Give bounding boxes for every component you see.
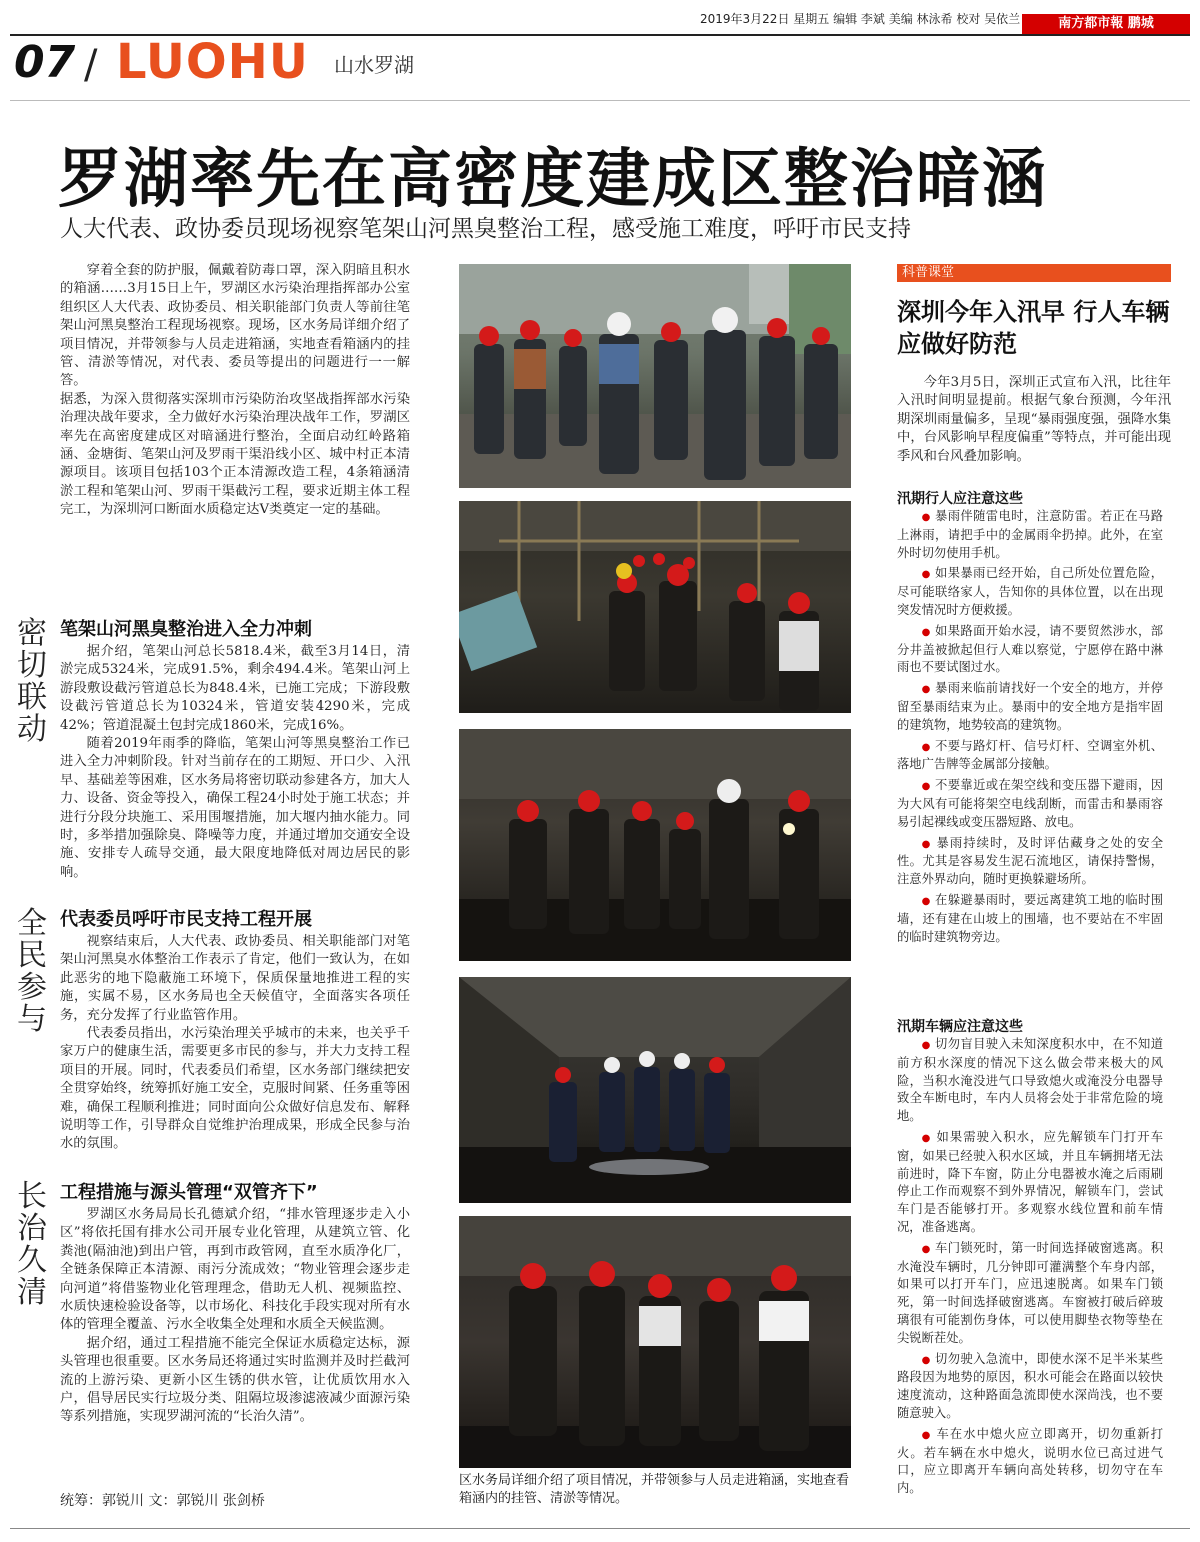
section-name: LUOHU: [116, 34, 309, 90]
date-line: 2019年3月22日 星期五 编辑 李斌 美编 林泳希 校对 吴依兰: [700, 12, 1021, 26]
list-item: [897, 777, 1163, 831]
section-title-2: 代表委员呼吁市民支持工程开展: [60, 909, 312, 930]
pedestrian-heading: 汛期行人应注意这些: [897, 491, 1023, 507]
header-rule: [10, 100, 1190, 101]
section-paragraph: 代表委员指出，水污染治理关乎城市的未来，也关乎千家万户的健康生活，需要更多市民的参与，并大力支持工程项目的开展。同时，代表委员们希望，区水务部门继续把安全贯穿始终，统筹抓好施工安全，克服时间紧、任务重等困难，确保工程顺利推进；同时面向公众做好信息发布、解释说明等工作，引导群众自觉维护治理成果，形成全民参与治水的氛围。: [60, 1026, 410, 1152]
section-paragraph: 据介绍，通过工程措施不能完全保证水质稳定达标，源头管理也很重要。区水务局还将通过实时监测并及时拦截河流的上游污染、更新小区生锈的供水管，让优质饮用水入户，倡导居民实行垃圾分类、阻隔垃圾渗滤液减少面源污染等系列措施，实现罗湖河流的“长治久清”。: [60, 1335, 410, 1425]
culvert-interior-photo-1: [459, 729, 851, 961]
bullet-icon: ●: [921, 1040, 931, 1051]
bullet-icon: ●: [921, 626, 931, 638]
tip-text: 不要与路灯杆、信号灯杆、空调室外机、落地广告牌等金属部分接触。: [897, 738, 1163, 772]
list-item: [897, 892, 1163, 946]
tip-text: 暴雨来临前请找好一个安全的地方，并停留至暴雨结束为止。暴雨中的安全地方是指牢固的建筑物，地势较高的建筑物。: [897, 681, 1163, 732]
list-item: [897, 623, 1163, 677]
sidebar-title: 深圳今年入汛早 行人车辆应做好防范: [897, 298, 1170, 358]
list-item: [897, 508, 1163, 562]
list-item: [897, 1351, 1163, 1423]
intro-paragraph: 据悉，为深入贯彻落实深圳市污染防治攻坚战指挥部水污染治理决战年要求，全力做好水污染治理决战年工作，罗湖区率先在高密度建成区对暗涵进行整治，全面启动红岭路箱涵、金塘街、笔架山河及罗雨干渠沿线小区、城中村正本清源项目。该项目包括103个正本清源改造工程，4条箱涵清淤工程和笔架山河、罗雨干渠截污工程，要求近期主体工程完工，为深圳河口断面水质稳定达V类奠定一定的基础。: [60, 391, 410, 518]
list-item: [897, 1240, 1163, 1348]
section-title-3: 工程措施与源头管理“双管齐下”: [60, 1182, 318, 1203]
section-paragraph: 随着2019年雨季的降临，笔架山河等黑臭整治工作已进入全力冲刺阶段。针对当前存在的工期短、开口少、入汛早、基础差等困难，区水务局将密切联动参建各方，加大人力、设备、资金等投入，确保工程24小时处于施工状态；并进行分段分块施工、采用围堰措施，加大堰内抽水能力。同时，多举措加强除臭、降噪等力度，并通过增加交通安全设施、安排专人疏导交通，最大限度地降低对周边居民的影响。: [60, 736, 410, 880]
section-paragraph: 罗湖区水务局局长孔德斌介绍，“排水管理逐步走入小区”将依托国有排水公司开展专业化管理，从建筑立管、化粪池(隔油池)到出户管，再到市政管网，直至水质净化厂，全链条保障正本清源、雨污分流成效；“物业管理会逐步走向河道”将借鉴物业化管理理念，借助无人机、视频监控、水质快速检验设备等，以市场化、科技化手段实现对所有水体的管理全覆盖、污水全收集全处理和水质全天候监测。: [60, 1207, 410, 1333]
section-paragraph: 视察结束后，人大代表、政协委员、相关职能部门对笔架山河黑臭水体整治工作表示了肯定，他们一致认为，在如此恶劣的地下隐蔽施工环境下，保质保量地推进工程的实施，实属不易，区水务局也全天候值守，全面落实各项任务，充分发挥了行业监管作用。: [60, 934, 410, 1023]
tip-text: 切勿盲目驶入未知深度积水中，在不知道前方积水深度的情况下这么做会带来极大的风险，当积水淹没进气口导致熄火或淹没分电器导致全车断电时，车内人员将会处于非常危险的境地。: [897, 1037, 1163, 1124]
photo-caption: 区水务局详细介绍了项目情况，并带领参与人员走进箱涵，实地查看箱涵内的挂管、清淤等情况。: [459, 1473, 850, 1506]
bullet-icon: ●: [921, 1429, 932, 1441]
sidebar-label: 科普课堂: [902, 265, 955, 280]
tip-text: 切勿驶入急流中，即使水深不足半米某些路段因为地势的原因，积水可能会在路面以较快速度流动，这种路面急流即使水深尚浅，也不要随意驶入。: [897, 1351, 1163, 1420]
culvert-interior-photo-2: [459, 977, 851, 1203]
intro-text: [60, 262, 410, 520]
list-item: [897, 1426, 1163, 1498]
section-subtitle: 山水罗湖: [334, 53, 414, 77]
side-label-1: 密切联动: [17, 616, 47, 747]
sidebar-intro: [897, 374, 1171, 466]
section-title-1: 笔架山河黑臭整治进入全力冲刺: [60, 619, 312, 640]
site-briefing-photo: [459, 264, 851, 488]
box-culvert-entrance-photo: [459, 501, 851, 713]
list-item: [897, 738, 1163, 775]
intro-paragraph: 穿着全套的防护服，佩戴着防毒口罩，深入阴暗且积水的箱涵……3月15日上午，罗湖区水污染治理指挥部办公室组织区人大代表、政协委员、相关职能部门负责人等前往笔架山河黑臭整治工程现场视察。现场，区水务局详细介绍了项目情况，并带领参与人员走进箱涵，实地查看箱涵内的挂管、清淤等情况，对代表、委员等提出的问题进行一一解答。: [60, 263, 410, 389]
side-label-3: 长治久清: [17, 1179, 47, 1310]
bullet-icon: ●: [921, 512, 931, 523]
list-item: [897, 1036, 1163, 1126]
section-body-1: [60, 643, 410, 882]
vehicle-heading: 汛期车辆应注意这些: [897, 1019, 1023, 1035]
credits: 统筹：郭锐川 文：郭锐川 张剑桥: [60, 1493, 265, 1509]
sidebar-intro-paragraph: 今年3月5日，深圳正式宣布入汛，比往年入汛时间明显提前。根据气象台预测，今年汛期深圳雨量偏多，呈现“暴雨强度强，强降水集中，台风影响早程度偏重”等特点，并可能出现季风和台风叠加影响。: [897, 375, 1171, 464]
bullet-icon: ●: [921, 1354, 931, 1366]
list-item: [897, 835, 1163, 889]
bullet-icon: ●: [921, 1132, 932, 1144]
tip-text: 如果暴雨已经开始，自己所处位置危险，尽可能联络家人，告知你的具体位置，以在出现突发情况时方便救援。: [897, 566, 1163, 617]
bullet-icon: ●: [921, 741, 931, 753]
tip-text: 暴雨伴随雷电时，注意防雷。若正在马路上淋雨，请把手中的金属雨伞扔掉。此外，在室外时切勿使用手机。: [897, 509, 1163, 560]
tip-text: 暴雨持续时，及时评估藏身之处的安全性。尤其是容易发生泥石流地区，请保持警惕，注意外界动向，随时更换躲避场所。: [897, 835, 1163, 887]
side-label-2: 全民参与: [17, 906, 47, 1037]
bullet-icon: ●: [921, 1243, 931, 1255]
bullet-icon: ●: [921, 781, 931, 793]
tip-text: 车在水中熄火应立即离开，切勿重新打火。若车辆在水中熄火，说明水位已高过进气口，应立即离开车辆向高处转移，切勿守在车内。: [897, 1426, 1163, 1496]
tip-text: 不要靠近或在架空线和变压器下避雨，因为大风有可能将架空电线刮断，而雷击和暴雨容易引起裸线或变压器短路、放电。: [897, 778, 1163, 829]
bottom-rule: [10, 1528, 1190, 1529]
bullet-icon: ●: [921, 569, 931, 581]
list-item: [897, 680, 1163, 734]
list-item: [897, 565, 1163, 619]
tip-text: 在躲避暴雨时，要远离建筑工地的临时围墙，还有建在山坡上的围墙，也不要站在不牢固的临时建筑物旁边。: [897, 892, 1163, 944]
section-paragraph: 据介绍，笔架山河总长5818.4米，截至3月14日，清淤完成5324米，完成91.5%，剩余494.4米。笔架山河上游段敷设截污管道总长为848.4米，已施工完成；下游段敷设截污管道总长为10324米，管道安装4290米，完成42%；管道混凝土包封完成1860米，完成16%。: [60, 644, 410, 733]
section-body-2: [60, 933, 410, 1154]
culvert-interior-photo-3: [459, 1216, 851, 1468]
pedestrian-tips-list: [897, 508, 1163, 949]
page-number: 07: [14, 37, 76, 88]
headline: 罗湖率先在高密度建成区整治暗涵: [58, 143, 1048, 217]
bullet-icon: ●: [921, 684, 931, 696]
newspaper-logo: 南方都市報 鹏城: [1022, 14, 1190, 34]
vehicle-tips-list: [897, 1036, 1163, 1501]
tip-text: 车门锁死时，第一时间选择破窗逃离。积水淹没车辆时，几分钟即可灌满整个车身内部，如果可以打开车门，应迅速脱离。如果车门锁死，第一时间选择破窗逃离。车窗被打破后碎玻璃很有可能割伤身体，可以使用脚垫衣物等垫在尖锐断茬处。: [897, 1240, 1163, 1345]
list-item: [897, 1129, 1163, 1237]
subheadline: 人大代表、政协委员现场视察笔架山河黑臭整治工程，感受施工难度，呼吁市民支持: [60, 216, 911, 242]
header-slash: /: [84, 42, 98, 88]
section-body-3: [60, 1206, 410, 1427]
bullet-icon: ●: [921, 838, 932, 850]
bullet-icon: ●: [921, 895, 931, 907]
tip-text: 如果需驶入积水，应先解锁车门打开车窗，如果已经驶入积水区域，并且车辆拥堵无法前进时，降下车窗，防止分电器被水淹之后雨刷停止工作而观察不到外界情况，解锁车门，尝试车门是否能够打开。多观察水线位置和前车情况，准备逃离。: [897, 1129, 1163, 1234]
tip-text: 如果路面开始水浸，请不要贸然涉水，部分井盖被掀起但行人难以察觉，宁愿停在路中淋雨也不要试图过水。: [897, 623, 1163, 675]
